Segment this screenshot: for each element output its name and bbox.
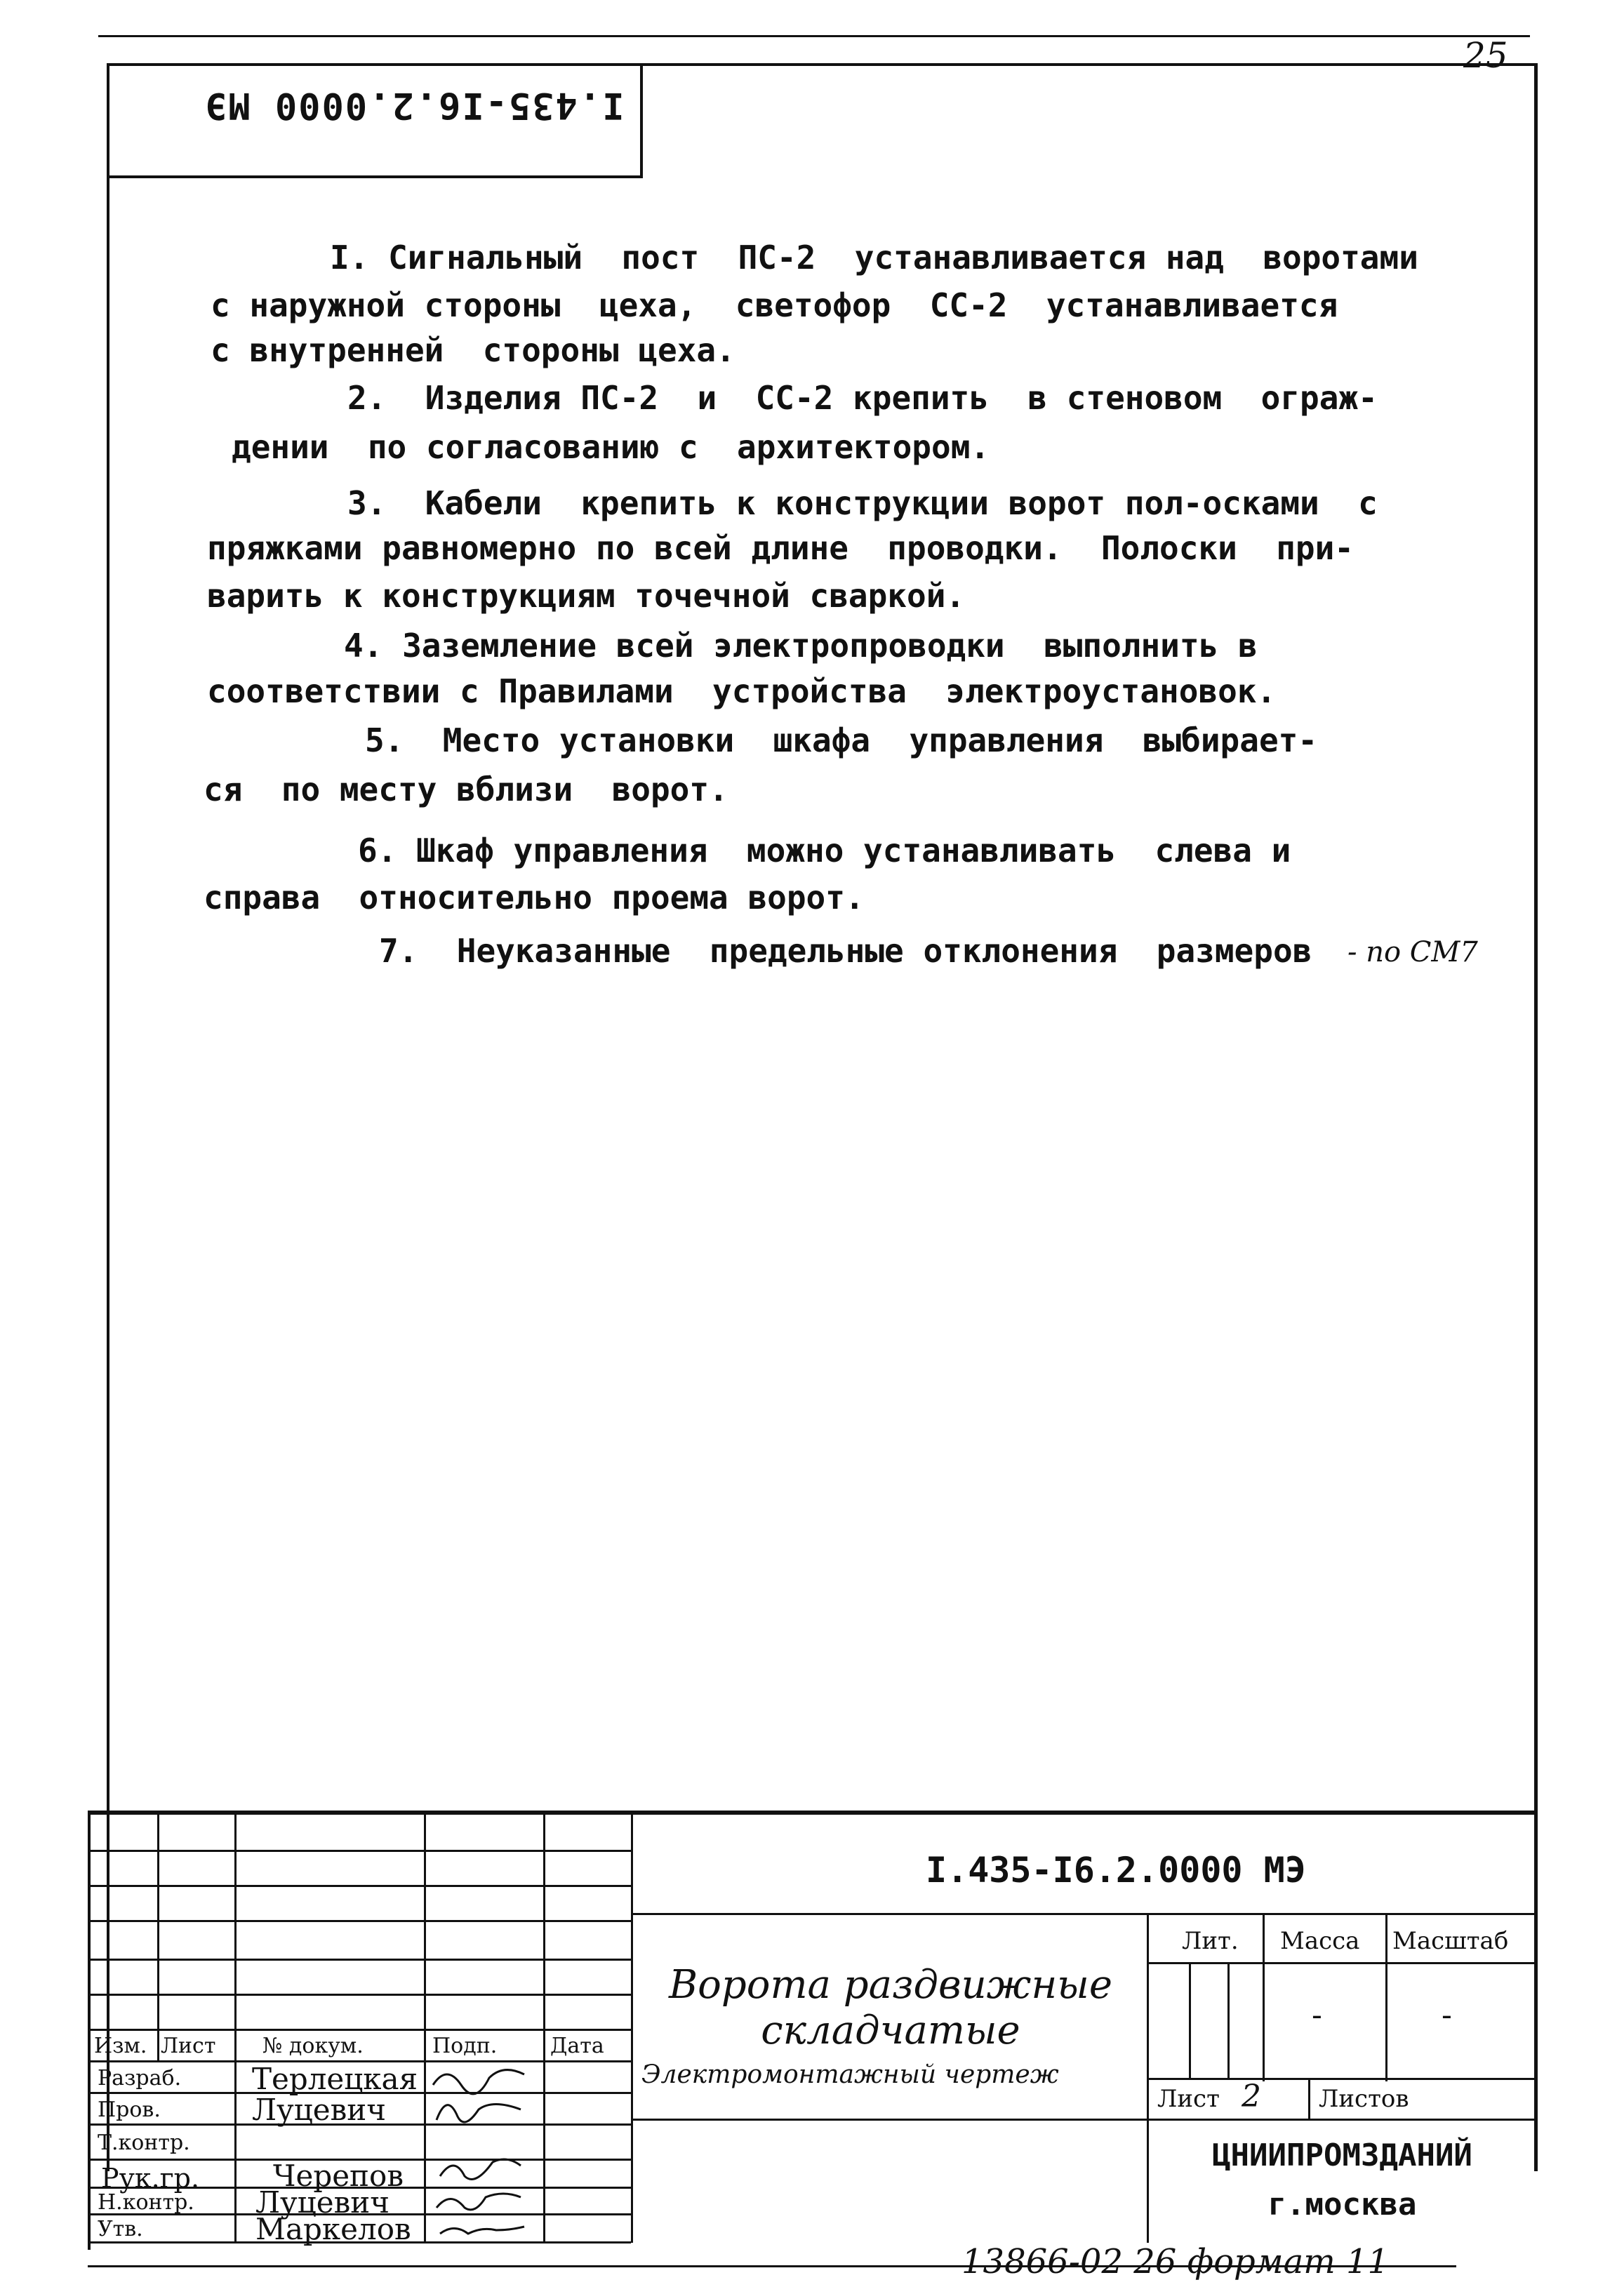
signatures-scribble [426,2057,545,2243]
note-line: 7. Неуказанные предельные отклонения размеров [379,932,1312,970]
note-line: 3. Кабели крепить к конструкции ворот пол-осками с [347,484,1378,522]
bottom-border-line [88,2265,1456,2267]
sheet-label: Лист [1157,2085,1220,2113]
header-date: Дата [550,2034,604,2058]
sheets-label: Листов [1319,2085,1409,2113]
note-line: справа относительно проема ворот. [204,879,865,916]
note-line: соответствии с Правилами устройства электроустановок. [207,672,1277,710]
title-line-2: складчатые [761,2008,1020,2053]
sheet-value: 2 [1242,2079,1261,2114]
title-line-1: Ворота раздвижные [669,1962,1112,2008]
org-city: г.москва [1267,2187,1417,2222]
note-line: 6. Шкаф управления можно устанавливать слева и [358,832,1291,869]
name-utv: Маркелов [255,2212,411,2246]
header-doc-no: № докум. [262,2034,364,2058]
doc-code: I.435-I6.2.0000 МЭ [926,1850,1306,1891]
role-razrab: Разраб. [98,2066,182,2091]
role-prov: Пров. [98,2098,161,2122]
role-tkontr: Т.контр. [98,2131,190,2155]
note-line: I. Сигнальный пост ПС-2 устанавливается над воротами [330,239,1418,276]
role-ruk-gr: Рук.гр. [101,2163,200,2194]
title-block [88,1811,1534,2250]
scale-label: Масштаб [1392,1927,1509,1955]
header-list: Лист [161,2034,216,2058]
header-izm: Изм. [94,2034,147,2058]
note-line: варить к конструкциям точечной сваркой. [207,577,966,615]
lit-label: Лит. [1182,1927,1239,1955]
name-ruk-gr: Черепов [273,2159,404,2193]
mass-value: - [1312,1997,1322,2033]
note-line: пряжками равномерно по всей длине проводки. Полоски при- [207,529,1354,567]
name-prov: Луцевич [252,2093,387,2127]
role-utv: Утв. [98,2217,143,2241]
name-razrab: Терлецкая [252,2062,418,2096]
note-line: с наружной стороны цеха, светофор СС-2 устанавливается [211,286,1338,324]
note-line: ся по месту вблизи ворот. [204,771,728,808]
sheet-number: 25 [1463,35,1508,76]
scale-value: - [1442,1997,1452,2033]
top-border-line [98,35,1530,37]
top-stamp-code: I.435-I6.2.0000 МЭ [204,84,625,126]
subtitle: Электромонтажный чертеж [641,2060,1059,2089]
name-nkontr: Луцевич [255,2185,390,2220]
note-line: с внутренней стороны цеха. [211,331,736,369]
bottom-note: 13866-02 26 формат 11 [961,2242,1390,2281]
note7-handwritten: - по СМ7 [1347,936,1478,968]
note-line: 4. Заземление всей электропроводки выполнить в [344,627,1258,665]
note-line: дении по согласованию с архитектором. [232,428,990,466]
note-line: 5. Место установки шкафа управления выбирает- [365,721,1318,759]
note-line: 2. Изделия ПС-2 и СС-2 крепить в стеновом ограж- [347,379,1378,417]
role-nkontr: Н.контр. [98,2190,194,2215]
org-name: ЦНИИПРОМЗДАНИЙ [1212,2138,1472,2173]
mass-label: Масса [1280,1927,1360,1955]
header-sign: Подп. [432,2034,498,2058]
